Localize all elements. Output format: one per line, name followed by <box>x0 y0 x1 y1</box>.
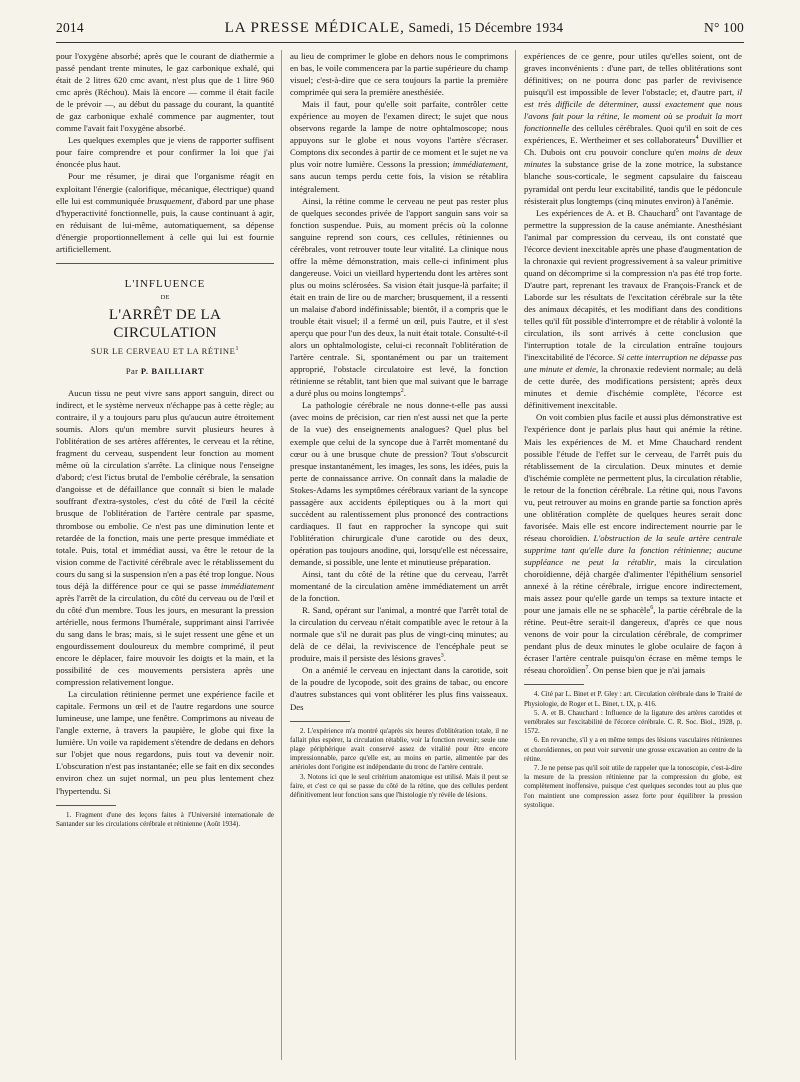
paragraph: Ainsi, tant du côté de la rétine que du cerveau, l'arrêt momentané de la circulation amène immédiatement un arrêt de la fonction. <box>290 569 508 604</box>
footnote-2: 2. L'expérience m'a montré qu'après six heures d'oblitération totale, il ne fallait plus espérer, la circulation rétablie, voir la fonction revenir; seule une plage périphérique avait conservé assez de vitalité pour être encore impressionnable, parce qu'elle est, au moins en partie, alimentée par des artérioles dont l'origine est indépendante du tronc de l'artère centrale. <box>290 726 508 772</box>
journal-title: LA PRESSE MÉDICALE, <box>224 19 405 36</box>
footnote-rule <box>56 805 116 806</box>
paragraph-continued: expériences de ce genre, pour utiles qu'elles soient, ont de graves inconvénients : d'une part, de telles oblitérations sont définitives; on ne pourra donc pas parler de revivisence puisqu'il est impossible de lever l'obstacle; et, d'autre part, il est très difficile de déterminer, aussi exactement que nous l'avons fait pour la rétine, le moment où se produit la mort fonctionnelle des cellules cérébrales. Quoi qu'il en soit de ces expériences, E. Wertheimer et ses collaborateurs$^4$ Duvillier et Ch. Dubois ont cru pouvoir conclure qu'en moins de deux minutes la substance grise de la zone motrice, la substance blanche sous-corticale, le segment capsulaire du faisceau pyramidal ont perdu leur excitabilité, tandis que le pédoncule résisterait plus longtemps (cinq minutes environ) à l'anémie. <box>524 51 743 206</box>
issue-number: N° 100 <box>704 20 744 35</box>
paragraph: La pathologie cérébrale ne nous donne-t-elle pas aussi (avec moins de précision, car rien n'est aussi net que la perte de la vue) des enseignements analogues? Quel plus bel exemple que celui de la syncope due à l'arrêt momentané du cœur ou à une brusque chute de pression? Tout s'obscurcit presque instantanément, les images, les sons, les idées, puis la perte de connaissance arrive. On connaît dans la maladie de Stokes-Adams les symptômes cérébraux variant de la syncope passagère aux accidents épileptiques ou à la mort qui succèdent au ralentissement plus prononcé des contractions cardiaques. Il faut en rapprocher la syncope qui suit l'oblitération chirurgicale d'une carotide ou des deux, opération pas toujours anodine, qui, lorsqu'elle est nécessaire, demande, si possible, une lente et minutieuse préparation. <box>290 400 508 567</box>
paragraph: Pour me résumer, je dirai que l'organisme réagit en exploitant l'énergie (calorifique, mécanique, électrique) quand elle lui est communiquée brusquement, d'abord par une phase d'hyperactivité fonctionnelle, puis, la cause continuant à agir, en réduisant de lui-même, automatiquement, sa dépense d'énergie proportionnellement à celle qui lui est fournie artificiellement. <box>56 171 274 254</box>
column-3 <box>524 50 742 1060</box>
issue-date: Samedi, 15 Décembre 1934 <box>408 19 564 35</box>
footnote-6: 6. En revanche, s'il y a en même temps des lésions vasculaires rétiniennes et choroïdiennes, on peut voir survenir une grosse excavation au centre de la rétine. <box>524 736 742 763</box>
paragraph: On a anémié le cerveau en injectant dans la carotide, soit de la poudre de lycopode, soit des grains de tabac, ou encore d'autres substances qui vont oblitérer les plus fins vaisseaux. Des <box>290 665 508 712</box>
footnote-5: 5. A. et B. Chauchard : Influence de la ligature des artères carotides et vertébrales sur l'excitabilité de l'écorce cérébrale. C. R. Soc. Biol., 1928, p. 1572. <box>524 708 742 736</box>
author-name: P. BAILLIART <box>140 365 205 376</box>
column-1 <box>56 50 274 1060</box>
footnote-7: 7. Je ne pense pas qu'il soit utile de rappeler que la tonoscopie, c'est-à-dire la mesure de la pression rétinienne par la compression du globe, est complètement inoffensive, puisque c'est quelques secondes tout au plus que l'on maintient une compression assez forte pour équilibrer la pression systolique. <box>524 764 742 809</box>
article-de: DE <box>160 293 170 301</box>
paragraph-continued: au lieu de comprimer le globe en dehors nous le comprimons en bas, le voile commencera par la partie supérieure du champ visuel; c'est-à-dire que ce sera toujours la partie la première comprimée qui sera la première anesthésiée. <box>290 51 508 98</box>
paragraph: Ainsi, la rétine comme le cerveau ne peut pas rester plus de quelques secondes privée de l'apport sanguin sans voir sa fonction suspendue. Puis, au moment précis où la colonne sanguine reprend son cours, ces cellules, rétiniennes ou cérébrales, vont retrouver toute leur vitalité. La clinique nous offre la même démonstration, mais celle-ci infiniment plus dangereuse. Voici un vieillard hypertendu dont les artères sont plus ou moins sclérosées. Sa vision était jusque-là parfaite; il était en train de lire ou de marcher; brusquement, il a ressenti un malaise d'abord indéfinissable; bientôt, il a compris que le trouble était visuel; il a fermé un œil, puis l'autre, et il s'est aperçu que pour l'un des deux, la nuit était totale. Consulté-t-il alors un ophtalmologiste, celui-ci reconnaît l'oblitération de l'artère centrale. Si, spontanément ou par un traitement approprié, l'obstacle circulatoire est levé, la fonction rétinienne se rétablit, tant bien que mal suivant que le barrage a duré plus ou moins longtemps$^2$. <box>290 195 508 399</box>
footnote-rule <box>524 684 584 685</box>
paragraph: Mais il faut, pour qu'elle soit parfaite, contrôler cette expérience au moyen de l'examen direct; le sujet que nous observons regarde la lampe de notre ophtalmoscope; nous appuyons sur le globe et nous voyons l'artère s'écraser. Comptons dix secondes à partir de ce moment et le sujet ne va plus voir notre lumière. Cessons la pression; immédiatement, sans aucun temps perdu cette fois, la vision se rétablira intégralement. <box>290 99 508 194</box>
footnote-1: 1. Fragment d'une des leçons faites à l'Université internationale de Santander sur les circulations cérébrale et rétinienne (Août 1934). <box>56 810 274 828</box>
paragraph: Les expériences de A. et B. Chauchard$^5$ ont l'avantage de permettre la suppression de la cause anémiante. Anesthésiant l'animal par compression du cerveau, ils ont constaté que l'écorce devient inexcitable après une phase d'augmentation de la chronaxie qui revient progressivement à sa valeur primitive quand on décomprime si la compression n'a pas été trop forte. D'autre part, reprenant les travaux de François-Franck et de Laborde sur les résultats de l'excitation cérébrale sur la tête des animaux décapités, et les modifiant dans des conditions telles qu'il fût possible d'interrompre et de rétablir à volonté la circulation, ils sont arrivés à cette conclusion que l'interruption totale de la circulation entraîne toujours l'inexcitabilité de l'écorce. Si cette interruption ne dépasse pas une minute et demie, la chronaxie redevient normale; au delà de cette durée, des modifications persistent; après deux minutes et demie d'ischémie complète, l'écorce est définitivement inexcitable. <box>524 207 743 411</box>
paragraph: La circulation rétinienne permet une expérience facile et capitale. Fermons un œil et de l'autre regardons une source lumineuse, une lampe, une fenêtre. Comprimons au niveau de l'angle externe, à travers la paupière, le globe qui fixe la lumière. Un voile va rapidement s'étendre de dedans en dehors sur l'objet que nous regardons, puis tout va devenir noir. L'obscuration n'est pas instantanée; elle se fait en dix secondes environ chez un sujet normal, un peu plus lentement chez l'hypertendu. Si <box>56 689 274 796</box>
article-kicker: L'INFLUENCE <box>124 277 206 290</box>
article-byline: Par P. BAILLIART <box>125 365 205 376</box>
footnote-4: 4. Cité par L. Binet et P. Gley : art. Circulation cérébrale dans le Traité de Physiologie, de Roger et L. Binet, t. IX, p. 416. <box>524 690 742 708</box>
page-number: 2014 <box>56 20 84 35</box>
article-title: L'ARRÊT DE LA CIRCULATION <box>108 306 222 341</box>
article-subtitle: SUR LE CERVEAU ET LA RÉTINE$^1$ <box>90 345 240 356</box>
running-header <box>56 14 744 43</box>
paragraph: R. Sand, opérant sur l'animal, a montré que l'arrêt total de la circulation du cerveau n'était compatible avec le retour à la normale que s'il ne durait pas plus de vingt-cinq minutes; au delà de ce délai, la reviviscence de l'encéphale peut se produire, mais il persiste des lésions graves$^3$. <box>290 605 508 664</box>
column-rule-1 <box>281 50 282 1060</box>
paragraph: Les quelques exemples que je viens de rapporter suffisent pour faire comprendre et pour confirmer la loi que j'ai énoncée plus haut. <box>56 135 274 170</box>
column-rule-2 <box>515 50 516 1060</box>
paragraph: On voit combien plus facile et aussi plus démonstrative est l'expérience dont je parlais plus haut qui anémie la rétine. Mais les expériences de M. et Mme Chauchard rendent possible l'étude de l'effet sur le cerveau, de l'arrêt puis du rétablissement de la circulation. Deux minutes et demie d'ischémie complète ne permettent plus, la circulation rétablie, le retour de la fonction cérébrale. La rétine qui, nous l'avons vu, peut retrouver au moins en grande partie sa fonction après une oblitération complète de quelques heures serait donc favorisée. Mais elle est encore indirectement nourrie par le réseau choroïdien. L'obstruction de la seule artère centrale supprime tant qu'elle dure la fonction rétinienne; aucune suppléance ne peut la rétablir, mais la circulation choroïdienne, déjà chargée d'alimenter l'épithélium sensoriel annexé à la rétine cérébrale, irrigue encore indirectement, mais assez pour qu'elle garde un temps sa texture intacte et pour une jamais elle ne se sphacèle$^6$, la partie cérébrale de la rétine. Peut-être serait-il dangereux, d'après ce que nous venons de voir pour la circulation cérébrale, de comprimer pendant plus de deux minutes le globe oculaire de façon à écraser l'artère centrale puisqu'on écrase en même temps le réseau choroïdien$^7$. On pense bien que je n'ai jamais <box>524 412 742 676</box>
column-2 <box>290 50 508 1060</box>
paragraph-continued: pour l'oxygène absorbé; après que le courant de diathermie a passé pendant trente minutes, le gaz carbonique exhalé, qui était de 2 litres 620 cmc avant, n'est plus que de 1 litre 960 cmc après (Réchou). Mais là encore — comme il était facile de le prévoir —, au début du passage du courant, la quantité de gaz carbonique exhalé commence par augmenter, tout comme l'avait fait l'oxygène absorbé. <box>56 51 274 134</box>
paragraph: Aucun tissu ne peut vivre sans apport sanguin, direct ou indirect, et le système nerveux n'échappe pas à cette règle; au contraire, il y a toujours paru plus qu'aucun autre étroitement soumis. Alors qu'un membre survit plusieurs heures à l'oblitération de ses artères afférentes, le cerveau et la rétine, fragment du cerveau, suspendent leur fonction au moment même où la circulation s'arrête. La clinique nous l'enseigne d'abord; c'est l'ictus brutal de l'embolie cérébrale, la sensation d'angoisse et de défaillance que connaît si bien le malade souffrant d'extra-systoles, c'est du côté de l'œil la cécité brusque de l'oblitération de l'artère centrale par spasme, thrombose ou embolie. Ce n'est pas une diminution lente et retardée de la fonction, mais une perte presque immédiate et totale. Puis, total et immédiat aussi, va être le retour de la vision comme de l'activité cérébrale avec le rétablissement du cours du sang si la suspension n'en a pas été trop longue. Nous tous déjà la différence pour ce qui se passe immédiatement après l'arrêt de la circulation, du côté du cerveau ou de l'œil et du côté d'un membre. Tous les jours, en mesurant la pression artérielle, nous fermons l'humérale, supprimant ainsi l'arrivée du sang dans le bras; mais, si le sujet ressent une gêne et un engourdissement douloureux du membre comprimé, il peut encore le déplacer, faire mouvoir les doigts et la main, et la possibilité de ces mouvements persistera après une compression relativement longue. <box>56 387 274 688</box>
article-heading <box>56 263 274 377</box>
footnote-3: 3. Notons ici que le seul critérium anatomique est utilisé. Mais il peut se faire, et c'est ce qui se passe du côté de la rétine, que des cellules perdent définitivement leur fonction sans que l'histologie n'y révèle de lésions. <box>290 772 508 799</box>
journal-title-line <box>225 20 564 37</box>
footnote-rule <box>290 721 350 722</box>
